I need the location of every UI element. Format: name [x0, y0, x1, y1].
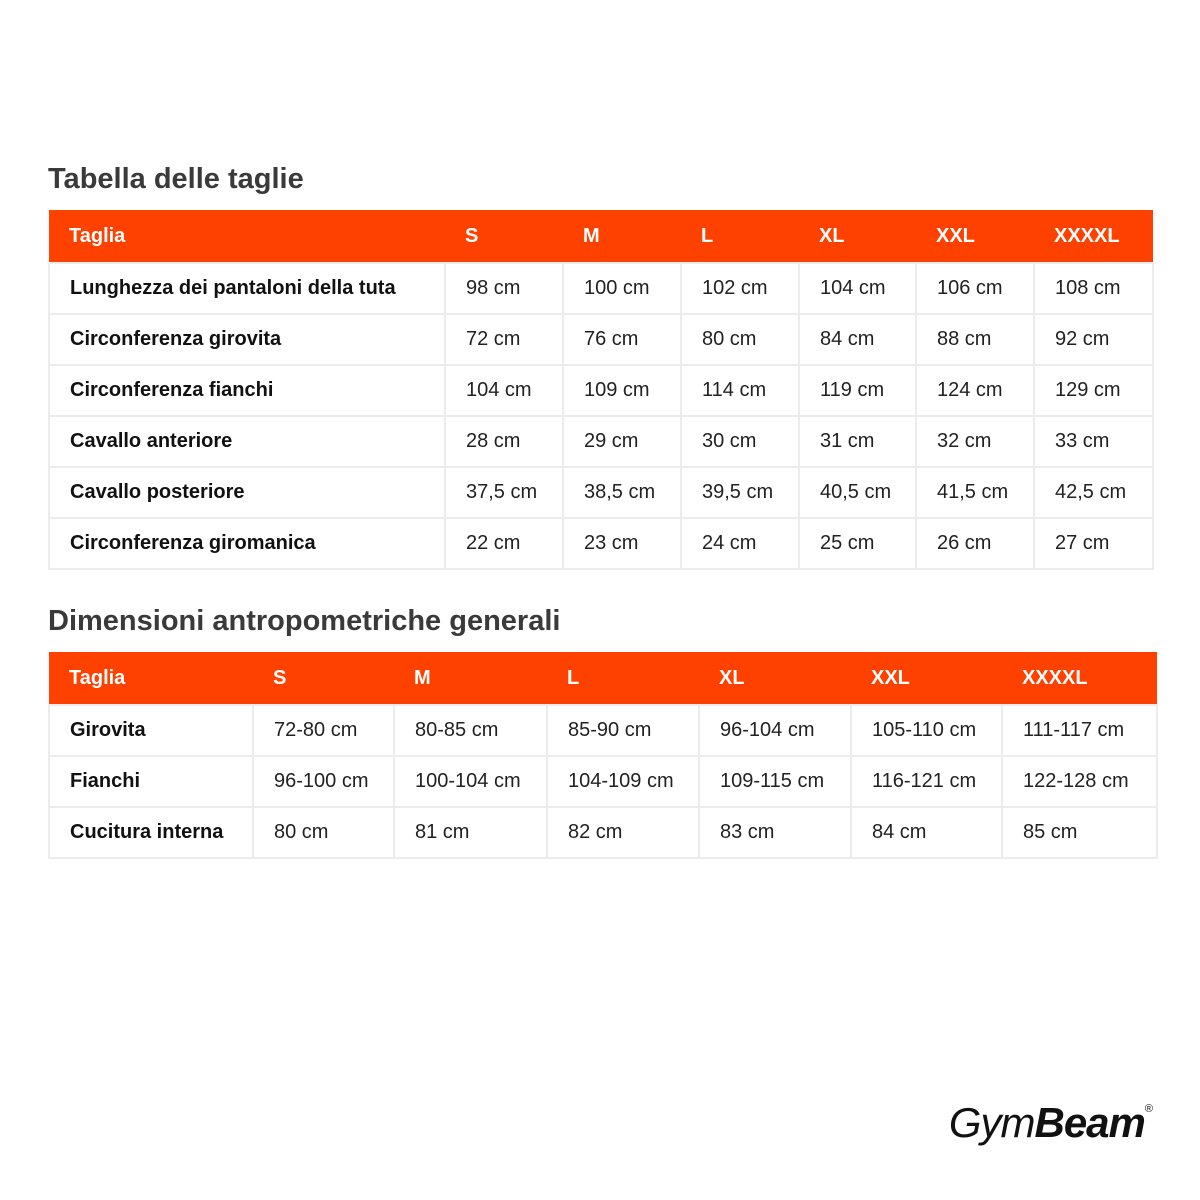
registered-mark: ®	[1144, 1103, 1152, 1115]
table-cell: 80 cm	[681, 314, 799, 365]
table-cell: 41,5 cm	[916, 467, 1034, 518]
table-cell: 100 cm	[563, 263, 681, 314]
table-cell: 116-121 cm	[851, 756, 1002, 807]
table-cell: 27 cm	[1034, 518, 1153, 569]
table-cell: 32 cm	[916, 416, 1034, 467]
table-row	[49, 705, 1157, 756]
table-cell: 25 cm	[799, 518, 916, 569]
size-table-title: Tabella delle taglie	[48, 163, 304, 195]
table-cell: 29 cm	[563, 416, 681, 467]
table-cell: 129 cm	[1034, 365, 1153, 416]
table-cell: 100-104 cm	[394, 756, 547, 807]
gymbeam-logo	[948, 1099, 1152, 1146]
table-cell: 92 cm	[1034, 314, 1153, 365]
table-cell: 23 cm	[563, 518, 681, 569]
table-cell: 80-85 cm	[394, 705, 547, 756]
table-cell: 96-100 cm	[253, 756, 394, 807]
table-cell: 40,5 cm	[799, 467, 916, 518]
anthropometric-table	[48, 652, 1158, 859]
table-row	[49, 263, 1153, 314]
row-label: Cucitura interna	[49, 807, 253, 858]
column-header: M	[563, 210, 681, 263]
table-cell: 26 cm	[916, 518, 1034, 569]
table-cell: 30 cm	[681, 416, 799, 467]
table-cell: 83 cm	[699, 807, 851, 858]
table-cell: 37,5 cm	[445, 467, 563, 518]
table-cell: 98 cm	[445, 263, 563, 314]
table-cell: 102 cm	[681, 263, 799, 314]
table-cell: 85-90 cm	[547, 705, 699, 756]
table-cell: 38,5 cm	[563, 467, 681, 518]
table-row	[49, 314, 1153, 365]
table-cell: 81 cm	[394, 807, 547, 858]
table-cell: 109-115 cm	[699, 756, 851, 807]
anthropometric-table-title: Dimensioni antropometriche generali	[48, 605, 561, 637]
table-cell: 82 cm	[547, 807, 699, 858]
table-cell: 42,5 cm	[1034, 467, 1153, 518]
table-row	[49, 365, 1153, 416]
column-header: XXXXL	[1002, 652, 1157, 705]
row-label: Circonferenza girovita	[49, 314, 445, 365]
table-cell: 39,5 cm	[681, 467, 799, 518]
column-header: XXXXL	[1034, 210, 1153, 263]
table-cell: 24 cm	[681, 518, 799, 569]
row-label: Circonferenza fianchi	[49, 365, 445, 416]
table-cell: 84 cm	[851, 807, 1002, 858]
row-label: Lunghezza dei pantaloni della tuta	[49, 263, 445, 314]
table-cell: 84 cm	[799, 314, 916, 365]
column-header: XXL	[916, 210, 1034, 263]
column-header: XL	[799, 210, 916, 263]
logo-text-beam: Beam	[1034, 1099, 1145, 1146]
column-header: S	[445, 210, 563, 263]
anthropometric-table-header-row	[49, 652, 1157, 705]
table-cell: 111-117 cm	[1002, 705, 1157, 756]
row-label: Cavallo anteriore	[49, 416, 445, 467]
column-header: Taglia	[49, 210, 445, 263]
table-cell: 114 cm	[681, 365, 799, 416]
column-header: L	[547, 652, 699, 705]
table-cell: 124 cm	[916, 365, 1034, 416]
table-cell: 72-80 cm	[253, 705, 394, 756]
row-label: Fianchi	[49, 756, 253, 807]
table-cell: 105-110 cm	[851, 705, 1002, 756]
table-cell: 109 cm	[563, 365, 681, 416]
table-row	[49, 416, 1153, 467]
table-cell: 31 cm	[799, 416, 916, 467]
column-header: L	[681, 210, 799, 263]
column-header: XL	[699, 652, 851, 705]
table-cell: 76 cm	[563, 314, 681, 365]
table-cell: 22 cm	[445, 518, 563, 569]
logo-text-gym: Gym	[948, 1099, 1035, 1146]
size-table-header-row	[49, 210, 1153, 263]
table-cell: 88 cm	[916, 314, 1034, 365]
row-label: Circonferenza giromanica	[49, 518, 445, 569]
table-cell: 104 cm	[445, 365, 563, 416]
size-table	[48, 210, 1154, 570]
row-label: Cavallo posteriore	[49, 467, 445, 518]
table-cell: 33 cm	[1034, 416, 1153, 467]
table-cell: 72 cm	[445, 314, 563, 365]
column-header: S	[253, 652, 394, 705]
table-cell: 28 cm	[445, 416, 563, 467]
table-cell: 104-109 cm	[547, 756, 699, 807]
table-cell: 104 cm	[799, 263, 916, 314]
table-cell: 122-128 cm	[1002, 756, 1157, 807]
table-cell: 106 cm	[916, 263, 1034, 314]
table-cell: 80 cm	[253, 807, 394, 858]
table-row	[49, 518, 1153, 569]
table-cell: 85 cm	[1002, 807, 1157, 858]
table-row	[49, 756, 1157, 807]
table-row	[49, 467, 1153, 518]
table-cell: 108 cm	[1034, 263, 1153, 314]
column-header: M	[394, 652, 547, 705]
column-header: Taglia	[49, 652, 253, 705]
column-header: XXL	[851, 652, 1002, 705]
table-cell: 96-104 cm	[699, 705, 851, 756]
row-label: Girovita	[49, 705, 253, 756]
table-row	[49, 807, 1157, 858]
table-cell: 119 cm	[799, 365, 916, 416]
